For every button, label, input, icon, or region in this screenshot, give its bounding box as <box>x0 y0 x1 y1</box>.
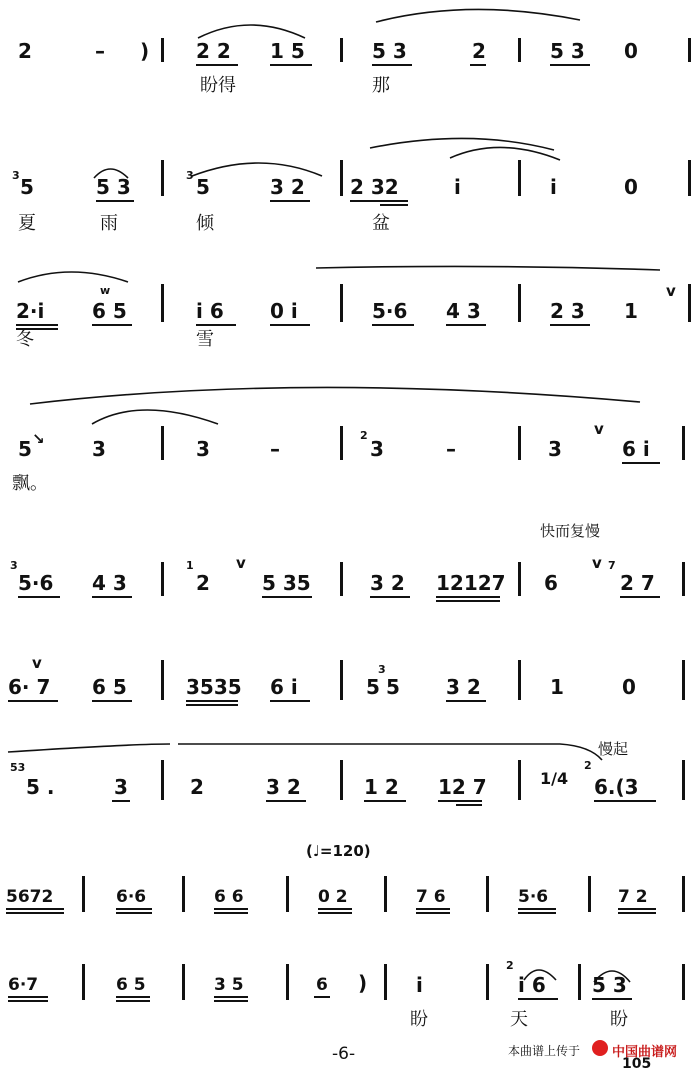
note-group: 2·i <box>16 299 45 323</box>
underline <box>270 200 310 202</box>
note-group: 6 i <box>270 675 298 699</box>
tempo-marking: (♩=120) <box>306 842 371 860</box>
underline <box>186 700 238 702</box>
underline <box>8 700 58 702</box>
note-group: 7 2 <box>618 887 648 907</box>
bar-line <box>340 760 343 800</box>
underline <box>6 908 64 910</box>
grace-note: 3 <box>10 559 18 572</box>
tempo-annotation: 慢起 <box>598 740 629 758</box>
note-group: 1 2 <box>364 775 399 799</box>
bar-line <box>340 284 343 322</box>
note-group: 5672 <box>6 887 54 907</box>
grace-note: 2 <box>584 759 592 772</box>
note-3: 3 <box>114 775 128 799</box>
bar-line <box>682 562 685 596</box>
bar-line <box>161 562 164 596</box>
underline <box>618 908 656 910</box>
qupu-logo-icon <box>592 1040 608 1056</box>
underline <box>6 912 64 914</box>
bar-line <box>161 426 164 460</box>
rest-0: 0 <box>624 175 638 199</box>
underline <box>18 596 60 598</box>
grace-note: 2 <box>360 429 368 442</box>
tempo-annotation: 快而复慢 <box>540 522 601 540</box>
underline <box>446 700 486 702</box>
underline <box>318 908 352 910</box>
underline <box>436 600 500 602</box>
underline <box>622 462 660 464</box>
note-group: 12127 <box>436 571 506 595</box>
underline <box>186 704 238 706</box>
note-group: 3 2 <box>266 775 301 799</box>
bar-line <box>486 876 489 912</box>
score-row-5 <box>0 520 700 620</box>
note-group: 3 2 <box>446 675 481 699</box>
underline <box>116 996 150 998</box>
breath-mark: v <box>236 554 246 572</box>
bar-line <box>82 964 85 1000</box>
bar-line <box>161 660 164 700</box>
note-3: 3 <box>92 437 106 461</box>
score-row-7 <box>0 738 700 808</box>
score-row-6 <box>0 654 700 720</box>
bar-line <box>682 660 685 700</box>
underline <box>592 998 632 1000</box>
underline <box>436 596 500 598</box>
underline <box>314 996 330 998</box>
note-group: 5·6 <box>372 299 408 323</box>
underline <box>116 908 152 910</box>
bar-line <box>682 964 685 1000</box>
note-group: 6· 7 <box>8 675 51 699</box>
score-row-2 <box>0 169 700 234</box>
underline <box>416 908 450 910</box>
bar-line <box>578 964 581 1000</box>
note-1-high: i <box>416 973 423 997</box>
bar-line <box>384 964 387 1000</box>
bar-line <box>688 284 691 322</box>
grace-note: 1 <box>186 559 194 572</box>
note-group: 6 i <box>622 437 650 461</box>
note-group: 7 6 <box>416 887 446 907</box>
bar-line <box>518 426 521 460</box>
note-group: 2 2 <box>196 39 231 63</box>
lyric: 倾 <box>196 213 214 234</box>
note-group: 5·6 <box>18 571 54 595</box>
underline <box>456 804 482 806</box>
lyric: 盼 <box>610 1009 628 1030</box>
note-1-high: i <box>454 175 461 199</box>
note-group: 6 5 <box>116 975 146 995</box>
bar-line <box>518 660 521 700</box>
lyric: 雪 <box>196 329 214 350</box>
bar-line <box>82 876 85 912</box>
underline <box>92 596 132 598</box>
bar-line <box>340 426 343 460</box>
underline <box>92 700 132 702</box>
note-group: 3 5 <box>214 975 244 995</box>
dash: – <box>446 437 456 461</box>
grace-note: 2 <box>506 959 514 972</box>
note-2: 2 <box>472 39 486 63</box>
underline <box>518 912 556 914</box>
underline <box>214 912 248 914</box>
note-group: 5 3 <box>372 39 407 63</box>
trill-mark: w <box>100 284 111 297</box>
dash: – <box>95 39 105 63</box>
note-3: 3 <box>548 437 562 461</box>
score-row-4 <box>0 420 700 496</box>
underline <box>620 596 660 598</box>
note-group: 5·6 <box>518 887 549 907</box>
glide-mark: ↘ <box>32 430 45 448</box>
note-group: 5 3 <box>96 175 131 199</box>
underline <box>96 200 134 202</box>
bar-line <box>340 562 343 596</box>
note-group: 12 7 <box>438 775 487 799</box>
underline <box>618 912 656 914</box>
bar-line <box>161 760 164 800</box>
bar-line <box>682 876 685 912</box>
note-group: 3 2 <box>270 175 305 199</box>
underline <box>8 996 48 998</box>
grace-note: 3 <box>378 663 386 676</box>
underline <box>8 1000 48 1002</box>
watermark-text: 本曲谱上传于 <box>508 1044 581 1058</box>
bar-line <box>286 964 289 1000</box>
note-group: 1 5 <box>270 39 305 63</box>
bar-line <box>486 964 489 1000</box>
lyric: 雨 <box>100 213 118 234</box>
underline <box>594 800 656 802</box>
note-3: 3 <box>196 437 210 461</box>
underline <box>446 324 486 326</box>
note-1-high: i <box>550 175 557 199</box>
note-1: 1 <box>624 299 638 323</box>
corner-number: 105 <box>622 1056 652 1072</box>
note-5: 5 <box>196 175 210 199</box>
bar-line <box>688 160 691 196</box>
bar-line <box>161 284 164 322</box>
note-group: 5 3 <box>592 973 627 997</box>
underline <box>196 324 236 326</box>
underline <box>518 908 556 910</box>
rest-0: 0 <box>624 39 638 63</box>
underline <box>350 200 408 202</box>
lyric: 飘。 <box>12 473 48 494</box>
paren-close: ) <box>358 971 368 995</box>
underline <box>380 204 408 206</box>
underline <box>16 324 58 326</box>
lyric: 冬 <box>16 329 34 350</box>
watermark-logo: 中国曲谱网 <box>612 1045 678 1060</box>
note-group: 2 32 <box>350 175 399 199</box>
bar-line <box>518 760 521 800</box>
bar-line <box>682 760 685 800</box>
note-group: 0 i <box>270 299 298 323</box>
note-group: 5 3 <box>550 39 585 63</box>
bar-line <box>182 964 185 1000</box>
underline <box>416 912 450 914</box>
time-signature: 1/4 <box>540 769 569 788</box>
breath-mark: v <box>594 420 604 438</box>
underline <box>364 800 406 802</box>
paren-close: ) <box>140 39 150 63</box>
underline <box>550 324 590 326</box>
underline <box>92 324 132 326</box>
note-2: 2 <box>190 775 204 799</box>
breath-mark: v <box>592 554 602 572</box>
bar-line <box>182 876 185 912</box>
note-5: 5 <box>20 175 34 199</box>
note-group: 6·7 <box>8 975 39 995</box>
note-group: 2 7 <box>620 571 655 595</box>
underline <box>214 1000 248 1002</box>
dash: – <box>270 437 280 461</box>
breath-mark: v <box>32 654 42 672</box>
bar-line <box>161 160 164 196</box>
underline <box>112 800 130 802</box>
note-group: 0 2 <box>318 887 348 907</box>
note-6: 6 <box>544 571 558 595</box>
underline <box>438 800 482 802</box>
grace-note: 7 <box>608 559 616 572</box>
note-group: i 6 <box>518 973 546 997</box>
lyric: 盼得 <box>200 75 236 96</box>
note-2: 2 <box>196 571 210 595</box>
note-1: 1 <box>550 675 564 699</box>
note-5: 5 <box>386 675 400 699</box>
grace-note: 53 <box>10 761 26 774</box>
note-group: i 6 <box>196 299 224 323</box>
lyric: 盼 <box>410 1009 428 1030</box>
note-group: 5 35 <box>262 571 311 595</box>
bar-line <box>384 876 387 912</box>
note-5: 5 <box>18 437 32 461</box>
score-row-9 <box>0 960 700 1030</box>
bar-line <box>682 426 685 460</box>
bar-line <box>340 160 343 196</box>
breath-mark: v <box>666 282 676 300</box>
underline <box>518 998 558 1000</box>
score-row-8 <box>0 842 700 912</box>
bar-line <box>588 876 591 912</box>
bar-line <box>286 876 289 912</box>
note-group: 3 2 <box>370 571 405 595</box>
grace-note: 3 <box>12 169 20 182</box>
lyric: 那 <box>372 75 390 96</box>
lyric: 盆 <box>372 213 390 234</box>
note-group: 6 5 <box>92 675 127 699</box>
note-group: 4 3 <box>446 299 481 323</box>
lyric: 夏 <box>18 213 36 234</box>
lyric: 天 <box>510 1009 528 1030</box>
note-5: 5 <box>366 675 380 699</box>
note-2: 2 <box>18 39 32 63</box>
underline <box>262 596 312 598</box>
bar-line <box>340 660 343 700</box>
underline <box>116 1000 150 1002</box>
underline <box>214 996 248 998</box>
note-group: 6.(3 <box>594 775 639 799</box>
rest-0: 0 <box>622 675 636 699</box>
note-group: 3535 <box>186 675 242 699</box>
bar-line <box>518 160 521 196</box>
grace-note: 3 <box>186 169 194 182</box>
note-group: 2 3 <box>550 299 585 323</box>
note-group: 6 5 <box>92 299 127 323</box>
underline <box>270 700 310 702</box>
bar-line <box>518 562 521 596</box>
underline <box>372 324 414 326</box>
page-number: -6- <box>332 1044 356 1064</box>
note-group: 4 3 <box>92 571 127 595</box>
bar-line <box>518 284 521 322</box>
note-5: 5 . <box>26 775 55 799</box>
score-row-3 <box>0 282 700 358</box>
underline <box>318 912 352 914</box>
underline <box>214 908 248 910</box>
note-group: 6·6 <box>116 887 147 907</box>
note-group: 6 6 <box>214 887 244 907</box>
underline <box>266 800 306 802</box>
underline <box>116 912 152 914</box>
note-3: 3 <box>370 437 384 461</box>
underline <box>270 324 310 326</box>
note-6: 6 <box>316 975 328 995</box>
underline <box>370 596 410 598</box>
